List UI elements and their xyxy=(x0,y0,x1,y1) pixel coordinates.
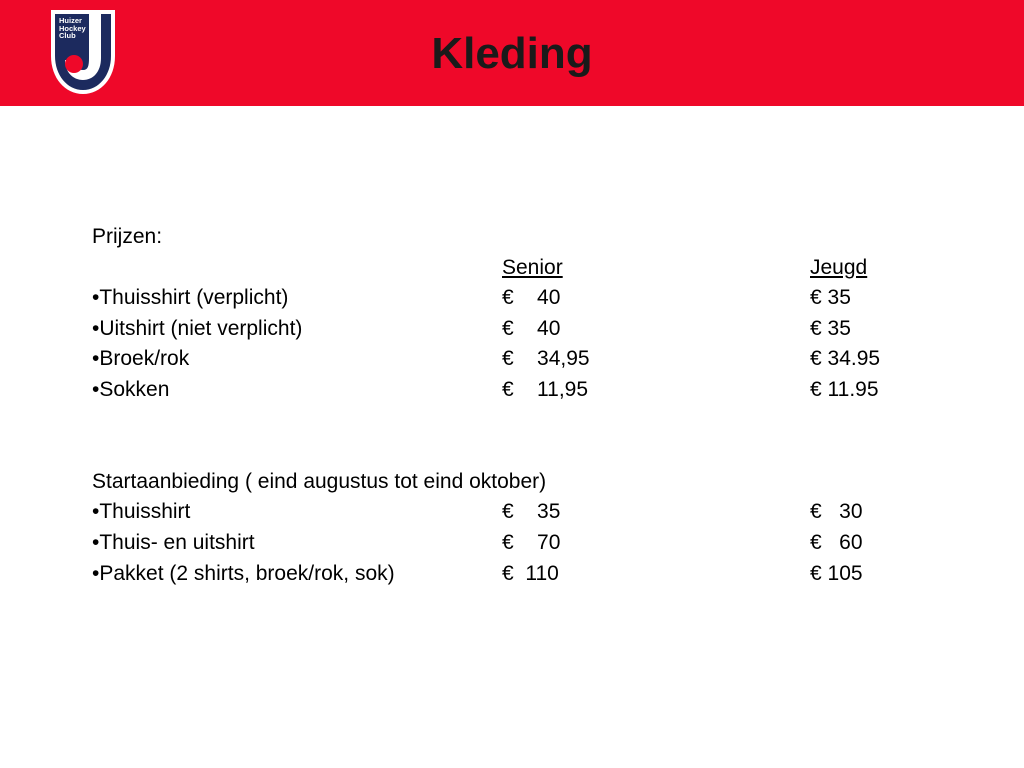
price-row-item: •Sokken xyxy=(92,377,170,401)
offer-row-item: •Pakket (2 shirts, broek/rok, sok) xyxy=(92,561,395,585)
column-header-row xyxy=(92,253,972,284)
spacer xyxy=(92,436,972,467)
offer-row-senior: € 70 xyxy=(502,530,561,554)
price-row-senior: € 40 xyxy=(502,316,561,340)
price-row-item: •Thuisshirt (verplicht) xyxy=(92,286,289,310)
offer-heading: Startaanbieding ( eind augustus tot eind oktober) xyxy=(92,469,547,493)
price-row-senior: € 40 xyxy=(502,286,561,310)
offer-row-senior: € 110 xyxy=(502,561,559,585)
page-title: Kleding xyxy=(431,29,593,78)
price-row xyxy=(92,283,972,314)
offer-row-jeugd: € 30 xyxy=(810,500,863,524)
price-row-jeugd: € 11.95 xyxy=(810,377,879,401)
offer-row-item: •Thuis- en uitshirt xyxy=(92,530,255,554)
price-row-senior: € 11,95 xyxy=(502,377,589,401)
prices-heading-line xyxy=(92,222,972,253)
price-row xyxy=(92,344,972,375)
price-row-item: •Uitshirt (niet verplicht) xyxy=(92,316,303,340)
offer-row-jeugd: € 105 xyxy=(810,561,863,585)
price-row-jeugd: € 34.95 xyxy=(810,347,881,371)
offer-row-senior: € 35 xyxy=(502,500,561,524)
offer-row xyxy=(92,497,972,528)
offer-row-jeugd: € 60 xyxy=(810,530,863,554)
offer-row xyxy=(92,528,972,559)
col-senior-header: Senior xyxy=(502,255,563,279)
price-row-item: •Broek/rok xyxy=(92,347,190,371)
offer-row-item: •Thuisshirt xyxy=(92,500,191,524)
offer-row xyxy=(92,559,972,590)
prices-heading: Prijzen: xyxy=(92,225,163,248)
price-row-jeugd: € 35 xyxy=(810,286,851,310)
price-list xyxy=(92,222,972,589)
logo-name: Huizer Hockey Club xyxy=(59,16,86,40)
price-row xyxy=(92,375,972,406)
price-row xyxy=(92,314,972,345)
price-row-jeugd: € 35 xyxy=(810,316,851,340)
offer-heading-line xyxy=(92,467,972,498)
col-jeugd-header: Jeugd xyxy=(810,255,868,279)
header-band xyxy=(0,0,1024,106)
price-row-senior: € 34,95 xyxy=(502,347,590,371)
spacer xyxy=(92,406,972,437)
